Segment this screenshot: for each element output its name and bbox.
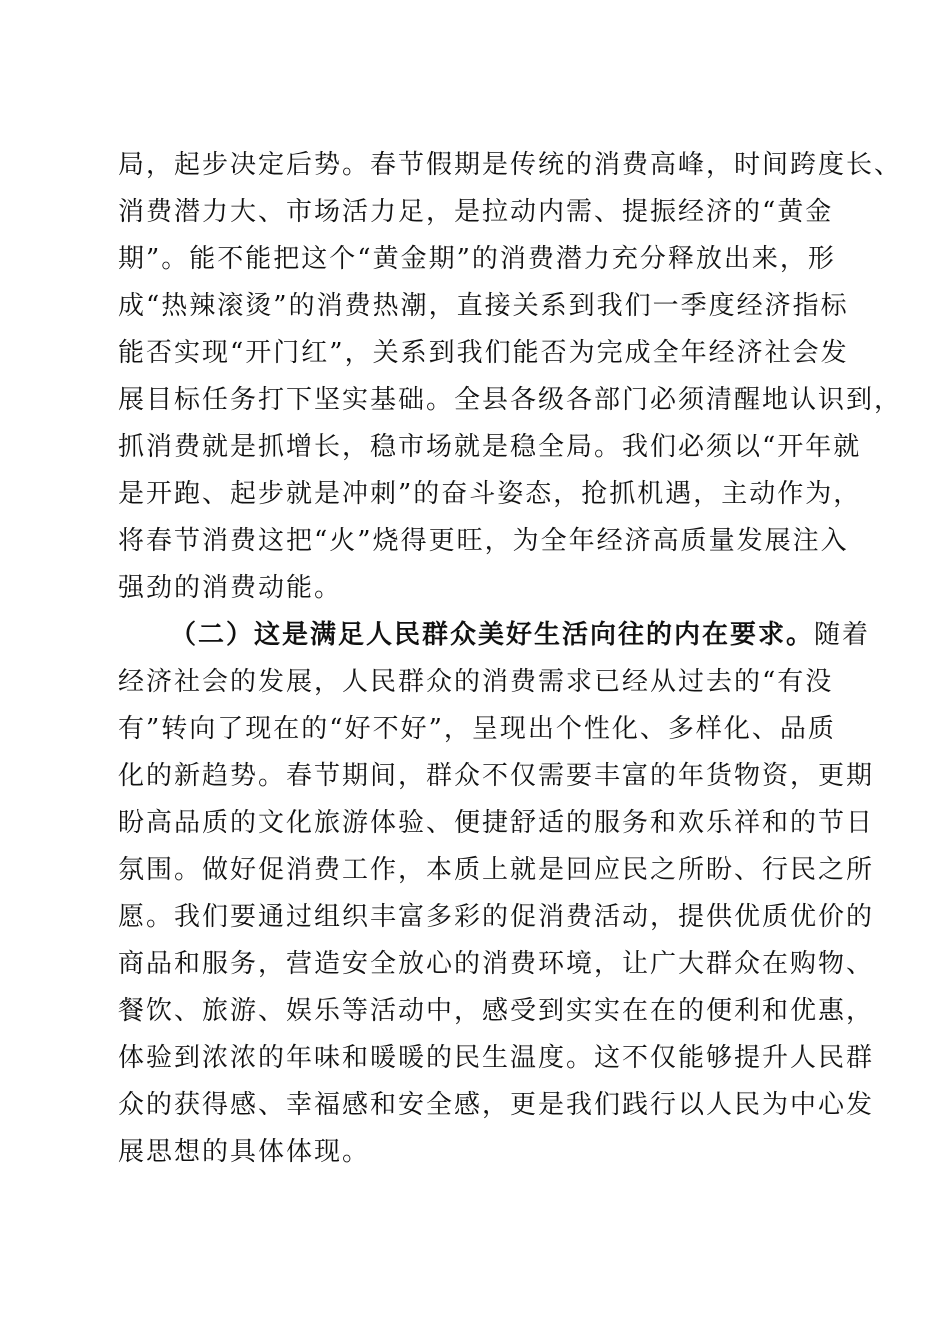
paragraph-line: 抓消费就是抓增长，稳市场就是稳全局。我们必须以“开年就 [118, 432, 862, 462]
paragraph-line: 众的获得感、幸福感和安全感，更是我们践行以人民为中心发 [118, 1090, 875, 1120]
paragraph-line: 经济社会的发展，人民群众的消费需求已经从过去的“有没 [118, 667, 834, 697]
paragraph-line: 商品和服务，营造安全放心的消费环境，让广大群众在购物、 [118, 949, 875, 979]
paragraph-line: 消费潜力大、市场活力足，是拉动内需、提振经济的“黄金 [118, 197, 834, 227]
heading-line-rest: 随着 [814, 620, 871, 650]
paragraph-line: 有”转向了现在的“好不好”，呈现出个性化、多样化、品质 [118, 714, 836, 744]
paragraph-line: 体验到浓浓的年味和暖暖的民生温度。这不仅能够提升人民群 [118, 1043, 875, 1073]
paragraph-line: 成“热辣滚烫”的消费热潮，直接关系到我们一季度经济指标 [118, 291, 849, 321]
paragraph-line: 餐饮、旅游、娱乐等活动中，感受到实实在在的便利和优惠， [118, 996, 875, 1026]
paragraph-line: 能否实现“开门红”，关系到我们能否为完成全年经济社会发 [118, 338, 849, 368]
paragraph-line: 将春节消费这把“火”烧得更旺，为全年经济高质量发展注入 [118, 526, 849, 556]
paragraph-line: 期”。能不能把这个“黄金期”的消费潜力充分释放出来，形 [118, 244, 836, 274]
section-heading-line [170, 618, 871, 652]
paragraph-line: 化的新趋势。春节期间，群众不仅需要丰富的年货物资，更期 [118, 761, 875, 791]
paragraph-line: 强劲的消费动能。 [118, 573, 343, 603]
paragraph-line: 愿。我们要通过组织丰富多彩的促消费活动，提供优质优价的 [118, 902, 875, 932]
section-heading: （二）这是满足人民群众美好生活向往的内在要求。 [170, 620, 815, 650]
paragraph-line: 展目标任务打下坚实基础。全县各级各部门必须清醒地认识到， [118, 385, 903, 415]
paragraph-line: 氛围。做好促消费工作，本质上就是回应民之所盼、行民之所 [118, 855, 875, 885]
paragraph-line: 展思想的具体体现。 [118, 1137, 371, 1167]
paragraph-line: 盼高品质的文化旅游体验、便捷舒适的服务和欢乐祥和的节日 [118, 808, 875, 838]
paragraph-line: 局，起步决定后势。春节假期是传统的消费高峰，时间跨度长、 [118, 150, 903, 180]
paragraph-line: 是开跑、起步就是冲刺”的奋斗姿态，抢抓机遇，主动作为， [118, 479, 862, 509]
